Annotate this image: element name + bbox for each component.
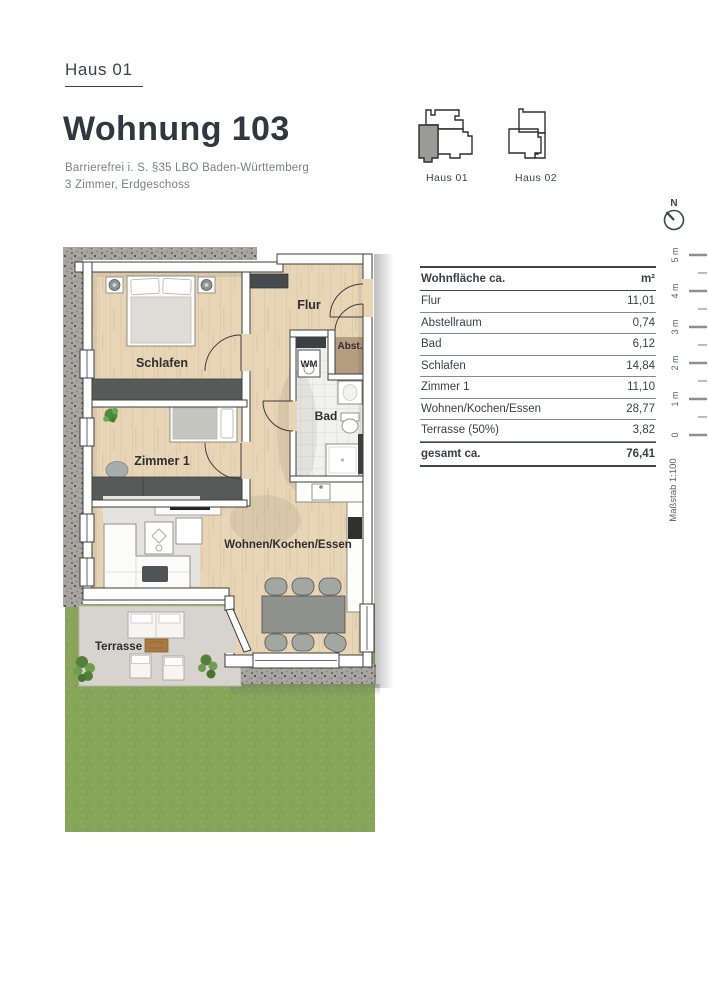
scale-ruler-labels: [670, 247, 680, 437]
scale-caption: Maßstab 1:100: [668, 458, 679, 522]
tick-label: 1 m: [670, 391, 680, 407]
shower: [326, 444, 359, 476]
table-row: [420, 356, 656, 378]
table-row: [420, 313, 656, 335]
row-value: 11,10: [627, 381, 655, 393]
area-table-header: [420, 266, 656, 291]
room-label-bad: Bad: [314, 409, 338, 423]
room-label-terrasse: Terrasse: [95, 641, 143, 653]
building-shadow: [230, 684, 380, 696]
hall-sideboard: [250, 274, 288, 288]
table-row: [420, 377, 656, 399]
row-value: 6,12: [632, 338, 655, 350]
room-label-abst: Abst.: [337, 341, 363, 352]
tall-cabinet: [358, 434, 363, 474]
dining-set: [262, 578, 349, 655]
haus-02-minimap: [502, 106, 570, 184]
row-label: Schlafen: [421, 359, 466, 372]
page-title: Wohnung 103: [63, 110, 290, 148]
table-row: [420, 291, 656, 313]
room-label-flur: Flur: [297, 298, 321, 312]
north-arrow-icon: [665, 211, 684, 230]
nightstand: [106, 277, 123, 293]
wardrobe: [92, 379, 242, 400]
pouf: [106, 462, 128, 479]
row-label: Terrasse (50%): [421, 424, 499, 436]
tick-label: 0: [670, 432, 680, 438]
haus-02-outline-icon: [502, 106, 570, 164]
building-shadow: [374, 254, 394, 688]
row-value: 11,01: [627, 295, 655, 307]
row-value: 3,82: [632, 424, 655, 436]
tick-label: 4 m: [670, 283, 680, 299]
row-label: Wohnen/Kochen/Essen: [421, 402, 541, 415]
terrace-table: [145, 639, 168, 652]
haus-02-minimap-label: Haus 02: [515, 172, 557, 184]
cooktop: [348, 517, 362, 539]
table-row: [420, 334, 656, 356]
room-label-schlafen: Schlafen: [135, 356, 189, 370]
total-value: 76,41: [626, 447, 655, 460]
room-label-wohnen: Wohnen/Kochen/Essen: [224, 539, 352, 551]
table-row: [420, 399, 656, 421]
table-row: [420, 420, 656, 442]
row-value: 14,84: [626, 359, 655, 372]
floor-plan: [55, 240, 400, 840]
haus-01-minimap-label: Haus 01: [426, 172, 468, 184]
shelf: [296, 337, 326, 348]
row-label: Bad: [421, 338, 442, 350]
row-label: Flur: [421, 295, 441, 307]
room-label-wm: WM: [300, 359, 318, 370]
row-value: 0,74: [632, 316, 655, 329]
area-table-total-row: [420, 442, 656, 467]
area-table-header-unit: m²: [640, 273, 655, 285]
double-bed: [127, 276, 195, 346]
tick-label: 3 m: [670, 319, 680, 335]
house-label: Haus 01: [65, 60, 143, 87]
row-value: 28,77: [626, 402, 655, 415]
north-label: N: [670, 198, 678, 209]
total-label: gesamt ca.: [421, 447, 481, 460]
toilet: [341, 413, 359, 433]
row-label: Abstellraum: [421, 316, 482, 329]
north-and-scale: [655, 192, 708, 522]
kitchen-sink: [312, 484, 330, 500]
room-label-zimmer1: Zimmer 1: [134, 454, 190, 468]
subtitle-accessibility: Barrierefrei i. S. §35 LBO Baden-Württemberg: [65, 162, 310, 174]
bathroom-sink: [338, 381, 362, 404]
haus-01-minimap: [413, 106, 481, 184]
haus-01-outline-icon: [413, 106, 481, 164]
single-bed: [170, 405, 237, 442]
tick-label: 5 m: [670, 247, 680, 263]
nightstand: [198, 277, 215, 293]
area-table-header-label: Wohnfläche ca.: [421, 273, 506, 285]
area-table: [420, 266, 656, 467]
scale-ruler: [689, 255, 707, 435]
subtitle-rooms: 3 Zimmer, Erdgeschoss: [65, 179, 190, 191]
row-label: Zimmer 1: [421, 381, 470, 393]
tick-label: 2 m: [670, 355, 680, 371]
